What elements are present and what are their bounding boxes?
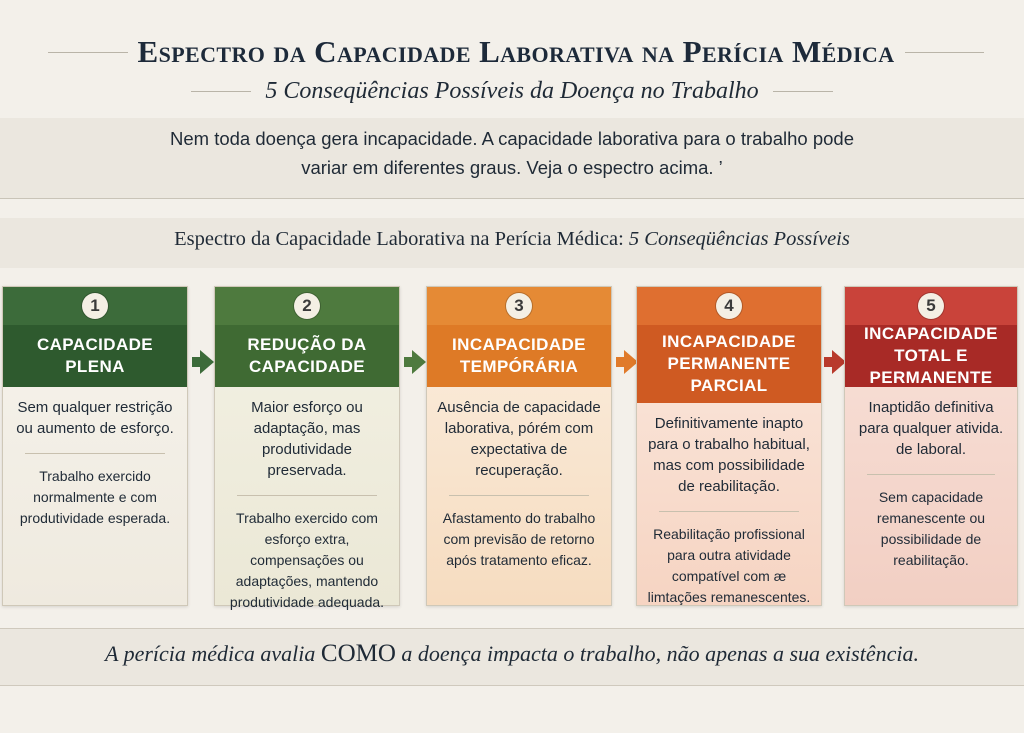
card-divider — [449, 495, 589, 496]
card-title: INCAPACIDADE TEMPÓRÁRIA — [427, 325, 611, 387]
card-detail: Trabalho exercido normalmente e com produtividade esperada. — [19, 468, 171, 526]
card-number-zone — [637, 287, 821, 325]
card-body — [3, 387, 187, 529]
card-title: INCAPACIDADE PERMANENTE PARCIAL — [637, 325, 821, 403]
title-rule-left — [48, 52, 128, 53]
card-title: REDUÇÃO DA CAPACIDADE — [215, 325, 399, 387]
card-detail: Trabalho exercido com esforço extra, compensações ou adaptações, mantendo produtividade adequada. — [229, 510, 385, 610]
card-capacidade-plena — [2, 286, 188, 606]
intro-line-2: variar em diferentes graus. Veja o espectro acima. ’ — [301, 157, 723, 178]
card-body — [637, 403, 821, 608]
subtitle-rule-right — [773, 91, 833, 92]
card-divider — [867, 474, 995, 475]
card-body — [845, 387, 1017, 571]
card-incapacidade-total-permanente — [844, 286, 1018, 606]
card-detail: Afastamento do trabalho com previsão de retorno após tratamento eficaz. — [442, 510, 596, 568]
card-body — [215, 387, 399, 613]
card-description: Maior esforço ou adaptação, mas produtividade preservada. — [251, 399, 363, 479]
card-number-badge: 2 — [294, 293, 320, 319]
footer-after: a doença impacta o trabalho, não apenas a sua existência. — [395, 641, 919, 666]
card-number-badge: 5 — [918, 293, 944, 319]
card-description: Definitivamente inapto para o trabalho habitual, mas com possibilidade de reabilitação. — [648, 415, 810, 495]
card-title: INCAPACIDADE TOTAL E PERMANENTE — [845, 325, 1017, 387]
title-rule-right — [905, 52, 985, 53]
intro-text — [60, 124, 964, 192]
card-body — [427, 387, 611, 571]
card-divider — [237, 495, 377, 496]
card-title: CAPACIDADE PLENA — [3, 325, 187, 387]
page-subtitle: 5 Conseqüências Possíveis da Doença no Trabalho — [265, 77, 759, 104]
arrow-right-icon — [412, 350, 426, 374]
spectrum-heading-italic: 5 Conseqüências Possíveis — [628, 228, 850, 250]
page-title: Espectro da Capacidade Laborativa na Perícia Médica — [137, 34, 895, 69]
title-row — [0, 32, 1024, 72]
card-description: Sem qualquer restrição ou aumento de esforço. — [16, 399, 174, 437]
card-detail: Reabilitação profissional para outra atividade compatível com æ limtações remanescentes. — [647, 526, 811, 605]
card-number-zone — [3, 287, 187, 325]
footer-before: A perícia médica avalia — [105, 641, 321, 666]
card-number-zone — [215, 287, 399, 325]
card-number-badge: 4 — [716, 293, 742, 319]
card-number-badge: 1 — [82, 293, 108, 319]
card-number-badge: 3 — [506, 293, 532, 319]
spectrum-heading — [0, 228, 1024, 251]
subtitle-row — [0, 74, 1024, 108]
arrow-right-icon — [200, 350, 214, 374]
footer-emphasis: COMO — [320, 640, 396, 667]
spectrum-heading-main: Espectro da Capacidade Laborativa na Perícia Médica: — [174, 228, 624, 250]
card-number-zone — [845, 287, 1017, 325]
footer-statement — [0, 640, 1024, 668]
intro-line-1: Nem toda doença gera incapacidade. A capacidade laborativa para o trabalho pode — [170, 128, 854, 149]
card-divider — [659, 511, 799, 512]
card-incapacidade-temporaria — [426, 286, 612, 606]
card-incapacidade-permanente-parcial — [636, 286, 822, 606]
card-description: Ausência de capacidade laborativa, pórém com expectativa de recuperação. — [437, 399, 601, 479]
card-reducao-capacidade — [214, 286, 400, 610]
subtitle-rule-left — [191, 91, 251, 92]
card-divider — [25, 453, 165, 454]
card-number-zone — [427, 287, 611, 325]
card-detail: Sem capacidade remanescente ou possibilidade de reabilitação. — [876, 489, 986, 568]
card-description: Inaptidão definitiva para qualquer ativida. de laboral. — [858, 399, 1004, 458]
